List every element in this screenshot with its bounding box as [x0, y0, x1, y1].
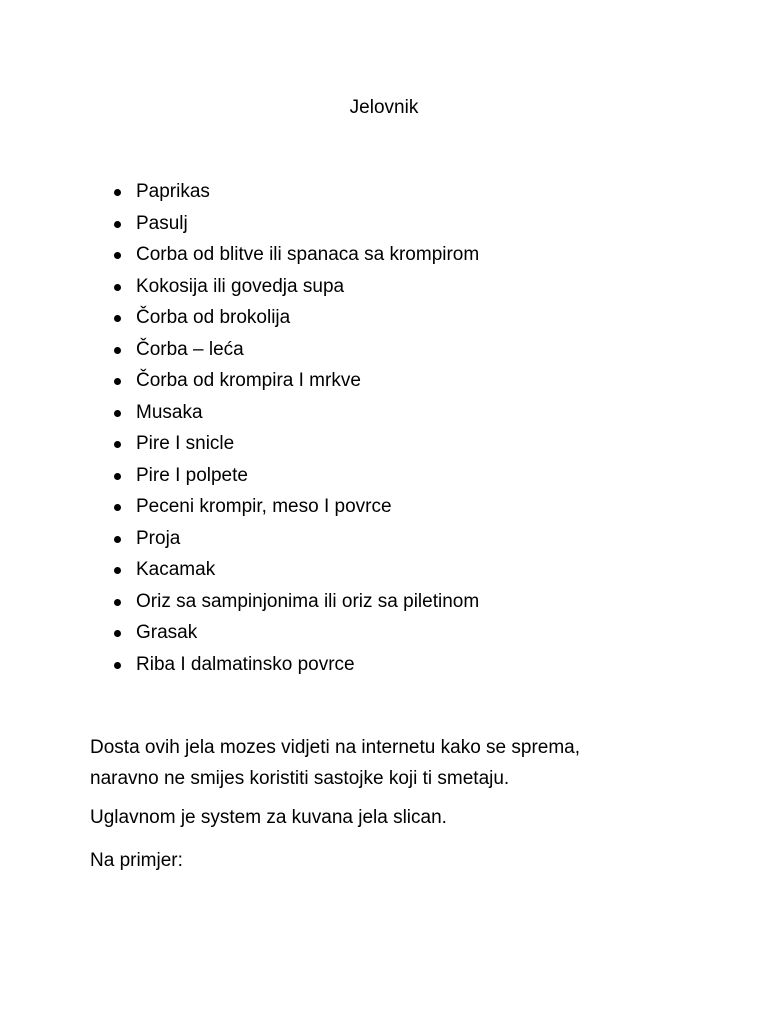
bullet-icon: [114, 567, 121, 574]
list-item: [112, 336, 479, 368]
bullet-icon: [114, 347, 121, 354]
list-item: [112, 178, 479, 210]
bullet-icon: [114, 504, 121, 511]
list-item-text: Čorba od krompira I mrkve: [136, 370, 361, 391]
list-item-text: Proja: [136, 527, 181, 549]
list-item-text: Musaka: [136, 401, 203, 423]
list-item: [112, 651, 479, 683]
bullet-icon: [114, 189, 121, 196]
list-item: [112, 493, 479, 525]
list-item: [112, 619, 479, 651]
paragraph-line: Dosta ovih jela mozes vidjeti na internetu kako se sprema,: [90, 737, 581, 758]
list-item: [112, 367, 479, 399]
list-item: [112, 241, 479, 273]
bullet-icon: [114, 599, 121, 606]
list-item-text: Oriz sa sampinjonima ili oriz sa piletinom: [136, 590, 480, 612]
paragraph-line: naravno ne smijes koristiti sastojke koji ti smetaju.: [90, 768, 510, 789]
bullet-icon: [114, 252, 121, 259]
list-item-text: Čorba od brokolija: [136, 307, 291, 328]
paragraph-system-note: Uglavnom je system za kuvana jela slican.: [90, 807, 447, 828]
list-item-text: Peceni krompir, meso I povrce: [136, 496, 392, 517]
list-item-text: Pasulj: [136, 212, 188, 234]
list-item: [112, 304, 479, 336]
bullet-icon: [114, 378, 121, 385]
list-item-text: Pire I polpete: [136, 464, 248, 486]
list-item: [112, 273, 479, 305]
list-item-text: Corba od blitve ili spanaca sa krompirom: [136, 244, 480, 265]
list-item: [112, 430, 479, 462]
bullet-icon: [114, 473, 121, 480]
list-item: [112, 399, 479, 431]
list-item-text: Čorba – leća: [136, 338, 244, 360]
list-item-text: Pire I snicle: [136, 433, 235, 454]
list-item: [112, 210, 479, 242]
paragraph-internet-note: [90, 732, 690, 794]
list-item: [112, 588, 479, 620]
list-item-text: Riba I dalmatinsko povrce: [136, 653, 355, 675]
paragraph-example-intro: Na primjer:: [90, 850, 183, 871]
document-title: Jelovnik: [349, 97, 419, 118]
menu-list: [112, 178, 479, 682]
bullet-icon: [114, 662, 121, 669]
bullet-icon: [114, 410, 121, 417]
list-item-text: Kacamak: [136, 559, 216, 580]
list-item: [112, 462, 479, 494]
bullet-icon: [114, 221, 121, 228]
bullet-icon: [114, 284, 121, 291]
bullet-icon: [114, 536, 121, 543]
bullet-icon: [114, 630, 121, 637]
bullet-icon: [114, 441, 121, 448]
list-item-text: Paprikas: [136, 181, 210, 202]
list-item: [112, 556, 479, 588]
list-item: [112, 525, 479, 557]
list-item-text: Grasak: [136, 622, 198, 643]
list-item-text: Kokosija ili govedja supa: [136, 275, 345, 297]
bullet-icon: [114, 315, 121, 322]
